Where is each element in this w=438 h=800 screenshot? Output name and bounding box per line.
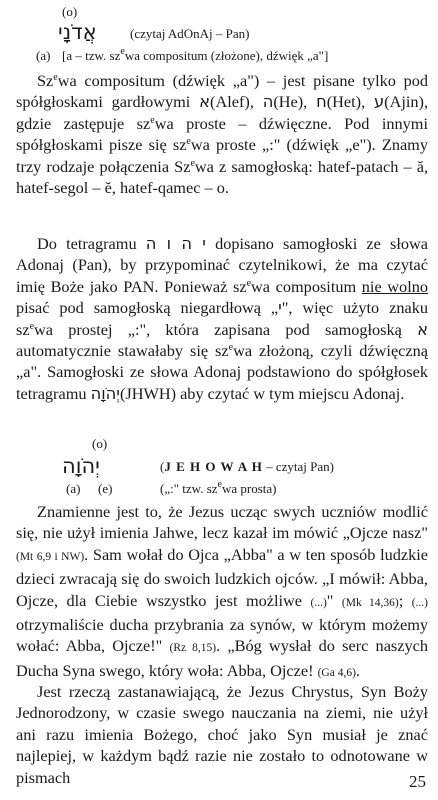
underlined-text: nie wolno	[361, 276, 429, 296]
adonai-gloss: (czytaj AdOnAj – Pan)	[130, 26, 250, 41]
hebrew-ajin: ע	[373, 92, 385, 112]
hebrew-tetragram: י ה ו ה	[145, 234, 206, 253]
hebrew-yod: י	[278, 298, 282, 318]
jehowah-note: („:" tzw. $sz^ewa$ prosta)	[160, 479, 277, 496]
vowel-mark-o-2: (o)	[92, 436, 108, 451]
hebrew-jehowah: יְהֹוָה	[62, 454, 100, 478]
hebrew-alef: א	[199, 92, 211, 112]
paragraph-abba: Znamienne jest to, że Jezus ucząc swych uczniów modlić się, nie użył imienia Jahwe, lecz kazał im mówić „Ojcze nasz" (Mt 6,9 i NW). Sam wołał do Ojca „Abba" a w ten sposób ludzkie dzieci zwracają się do swoich ludzkich ojców. „I mówił: Abba, Ojcze, dla Ciebie wszystko jest możliwe (...)" (Mk 14,36); (...) otrzymaliście ducha przybrania za synów, w którym możemy wołać: Abba, Ojcze!" (Rz 8,15). „Bóg wysłał do serc naszych Ducha Syna swego, który woła: Abba, Ojcze! (Ga 4,6).	[16, 502, 429, 680]
jehowah-gloss: (J E H O W A H – czytaj Pan)	[160, 459, 334, 474]
hebrew-he: ה	[262, 92, 274, 112]
vowel-mark-e: (e)	[98, 481, 113, 496]
paragraph-tetragram: Do tetragramu י ה ו ה dopisano samogłoski ze słowa Adonaj (Pan), by przypominać czytelnikowi, że ma czytać imię Boże jako PAN. Ponieważ $sz^ewa$ compositum nie wolno pisać pod samogłoską niegardłową „י", więc użyto znaku $sz^ewa$ prostej „:", która zapisana pod samogłoską א automatycznie stawałaby się $sz^ewa$ złożoną, czyli dźwięczną „a". Samogłoski ze słowa Adonaj podstawiono do spółgłosek tetragramu יְהֹוָה(JHWH) aby czytać w tym miejscu Adonaj.	[16, 234, 429, 403]
paragraph-shewa-compositum: Sz$^e$wa compositum (dźwięk „a") – jest pisane tylko pod spółgłoskami gardłowymi א(Alef), ה(He), ח(Het), ע(Ajin), gdzie zastępuje $sz^ewa$ proste – dźwięczne. Pod innymi spółgłoskami pisze się $sz^ewa$ proste „:" (dźwięk „e"). Znamy trzy rodzaje połączenia Sz$^e$wa z samogłoską: hatef-patach – ă, hatef-segol – ĕ, hatef-qamec – o.	[16, 71, 429, 198]
page-number: 25	[409, 772, 426, 791]
vowel-mark-a: (a)	[36, 48, 51, 63]
hebrew-adonai: אֲדֹנָי	[58, 20, 97, 44]
paragraph-jesus-name: Jest rzeczą zastanawiającą, że Jezus Chrystus, Syn Boży Jednorodzony, w czasie swego nauczania na ziemi, nie użył ani razu imienia Bożego, choć jako Syn musiał je znać najlepiej, w każdym bądź razie nie zostało to odnotowane w pismach	[16, 682, 428, 787]
hebrew-het: ח	[316, 92, 327, 112]
hebrew-alef-2: א	[417, 319, 428, 339]
hebrew-tetragram-vocalized: יְהֹוָה	[90, 383, 120, 403]
vowel-mark-a-2: (a)	[66, 481, 81, 496]
vowel-mark-o: (o)	[62, 4, 78, 19]
adonai-note: [a – tzw. $sz^ewa$ compositum (złożone), dźwięk „a"]	[62, 46, 329, 63]
